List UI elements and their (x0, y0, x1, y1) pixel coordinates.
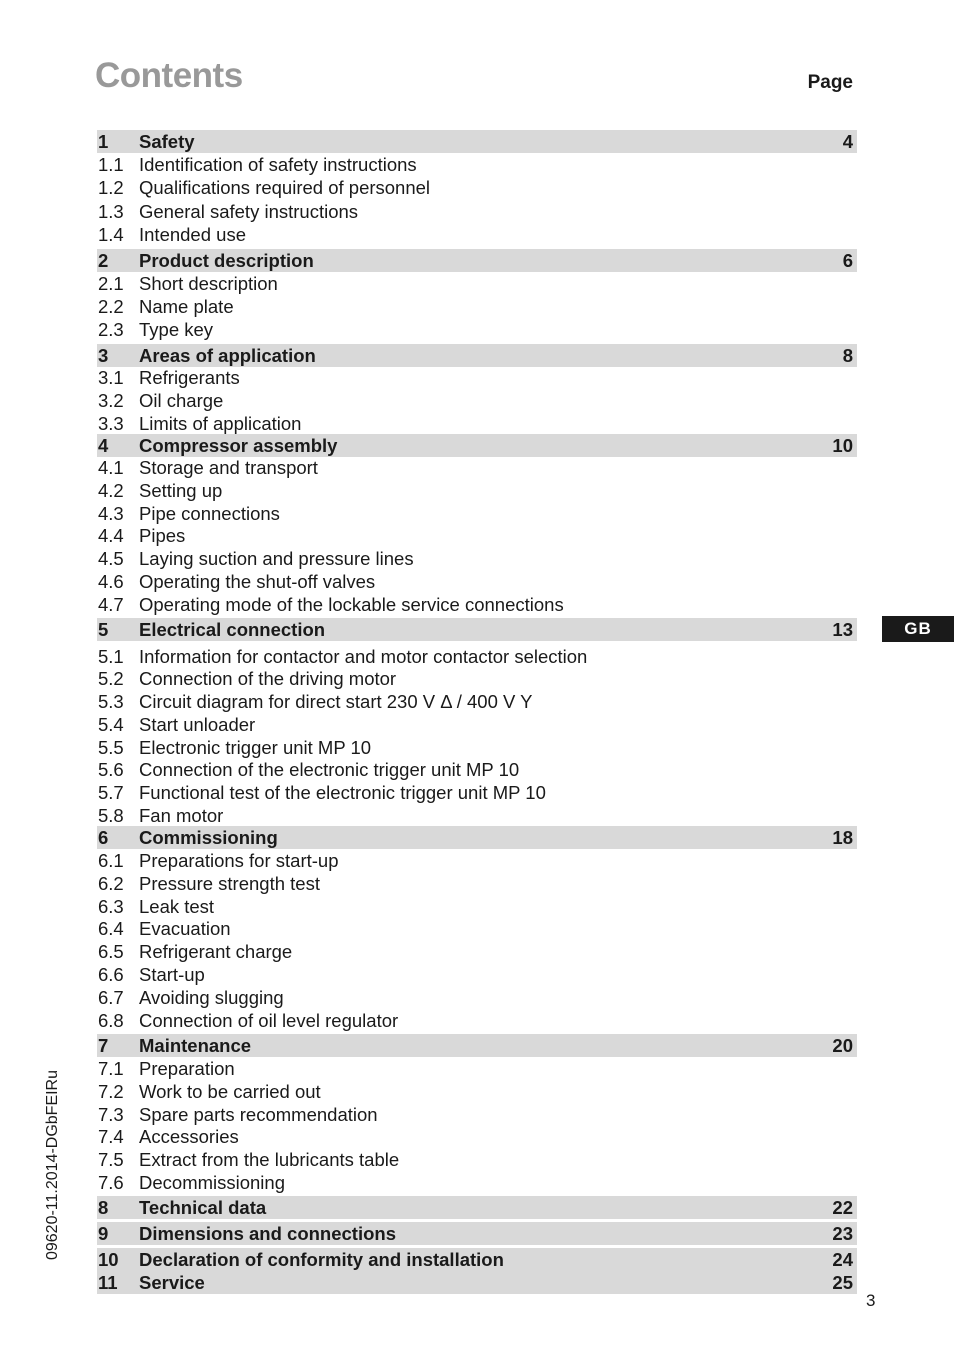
toc-label: Setting up (139, 480, 223, 501)
toc-label: Qualifications required of personnel (139, 177, 431, 198)
toc-label: Areas of application (139, 345, 316, 366)
toc-label: Pressure strength test (139, 873, 320, 894)
toc-number: 1 (98, 131, 109, 152)
toc-page-number: 10 (832, 435, 853, 456)
toc-number: 7.3 (98, 1104, 124, 1125)
toc-number: 6.1 (98, 850, 124, 871)
toc-number: 6.6 (98, 964, 124, 985)
toc-number: 3.3 (98, 413, 124, 434)
toc-page-number: 6 (842, 250, 853, 271)
toc-number: 2.1 (98, 273, 124, 294)
toc-subsection-row (97, 781, 857, 804)
toc-label: Operating the shut-off valves (139, 571, 376, 592)
toc-number: 4 (98, 435, 109, 456)
toc-number: 5.7 (98, 782, 124, 803)
toc-label: Pipe connections (139, 503, 280, 524)
toc-label: Operating mode of the lockable service connections (139, 594, 564, 615)
toc-label: Refrigerants (139, 367, 240, 388)
toc-subsection-row (97, 804, 857, 827)
toc-number: 5 (98, 619, 109, 640)
toc-subsection-row (97, 479, 857, 502)
toc-number: 5.6 (98, 759, 124, 780)
toc-label: Limits of application (139, 413, 302, 434)
toc-number: 5.2 (98, 668, 124, 689)
toc-subsection-row (97, 986, 857, 1009)
page-title: Contents (95, 56, 243, 95)
toc-label: Short description (139, 273, 278, 294)
toc-subsection-row (97, 318, 857, 341)
toc-label: Spare parts recommendation (139, 1104, 378, 1125)
toc-number: 11 (98, 1272, 118, 1293)
toc-label: Evacuation (139, 918, 231, 939)
toc-label: Name plate (139, 296, 234, 317)
toc-number: 6.8 (98, 1010, 124, 1031)
toc-number: 4.5 (98, 548, 124, 569)
toc-subsection-row (97, 295, 857, 318)
toc-number: 2.3 (98, 319, 124, 340)
toc-label: Product description (139, 250, 314, 271)
toc-subsection-row (97, 547, 857, 570)
toc-section-row (97, 826, 857, 849)
toc-subsection-row (97, 849, 857, 872)
toc-number: 5.3 (98, 691, 124, 712)
toc-section-row (97, 434, 857, 457)
toc-subsection-row (97, 895, 857, 918)
toc-section-row (97, 1271, 857, 1294)
toc-number: 1.1 (98, 154, 124, 175)
toc-number: 3.2 (98, 390, 124, 411)
toc-label: Extract from the lubricants table (139, 1149, 400, 1170)
toc-subsection-row (97, 456, 857, 479)
toc-number: 6.2 (98, 873, 124, 894)
toc-subsection-row (97, 153, 857, 176)
toc-subsection-row (97, 736, 857, 759)
toc-subsection-row (97, 872, 857, 895)
toc-label: Start-up (139, 964, 205, 985)
toc-subsection-row (97, 758, 857, 781)
toc-subsection-row (97, 917, 857, 940)
toc-label: Leak test (139, 896, 215, 917)
toc-page-number: 18 (832, 827, 853, 848)
toc-label: Laying suction and pressure lines (139, 548, 414, 569)
toc-number: 3 (98, 345, 109, 366)
toc-number: 5.8 (98, 805, 124, 826)
toc-number: 6.4 (98, 918, 124, 939)
toc-number: 6 (98, 827, 109, 848)
toc-label: Commissioning (139, 827, 278, 848)
toc-page-number: 24 (832, 1249, 853, 1270)
toc-label: Connection of the driving motor (139, 668, 397, 689)
toc-number: 2 (98, 250, 109, 271)
toc-number: 1.2 (98, 177, 124, 198)
toc-number: 6.3 (98, 896, 124, 917)
toc-label: Pipes (139, 525, 186, 546)
toc-label: Refrigerant charge (139, 941, 293, 962)
toc-number: 5.5 (98, 737, 124, 758)
toc-label: General safety instructions (139, 201, 359, 222)
toc-section-row (97, 1222, 857, 1245)
toc-number: 5.4 (98, 714, 124, 735)
toc-subsection-row (97, 223, 857, 246)
toc-subsection-row (97, 366, 857, 389)
toc-label: Service (139, 1272, 205, 1293)
toc-number: 7.5 (98, 1149, 124, 1170)
toc-label: Type key (139, 319, 214, 340)
toc-subsection-row (97, 1148, 857, 1171)
toc-number: 4.2 (98, 480, 124, 501)
page-number: 3 (866, 1291, 876, 1310)
toc-section-row (97, 1034, 857, 1057)
toc-subsection-row (97, 570, 857, 593)
toc-label: Safety (139, 131, 195, 152)
toc-number: 6.5 (98, 941, 124, 962)
toc-number: 3.1 (98, 367, 124, 388)
toc-subsection-row (97, 1057, 857, 1080)
toc-section-row (97, 249, 857, 272)
toc-subsection-row (97, 690, 857, 713)
toc-section-row (97, 130, 857, 153)
toc-label: Decommissioning (139, 1172, 285, 1193)
toc-section-row (97, 1196, 857, 1219)
document-code: 09620-11.2014-DGbFEIRu (44, 1069, 61, 1261)
toc-label: Identification of safety instructions (139, 154, 417, 175)
toc-label: Declaration of conformity and installation (139, 1249, 504, 1270)
toc-subsection-row (97, 645, 857, 668)
toc-page-number: 8 (842, 345, 853, 366)
toc-subsection-row (97, 272, 857, 295)
toc-subsection-row (97, 713, 857, 736)
toc-number: 9 (98, 1223, 109, 1244)
toc-number: 7 (98, 1035, 109, 1056)
toc-subsection-row (97, 667, 857, 690)
toc-number: 4.7 (98, 594, 124, 615)
toc-number: 10 (98, 1249, 119, 1270)
toc-number: 7.2 (98, 1081, 124, 1102)
toc-number: 4.3 (98, 503, 124, 524)
toc-subsection-row (97, 593, 857, 616)
toc-label: Oil charge (139, 390, 224, 411)
toc-number: 7.4 (98, 1126, 124, 1147)
toc-subsection-row (97, 502, 857, 525)
toc-subsection-row (97, 389, 857, 412)
toc-number: 7.1 (98, 1058, 124, 1079)
toc-subsection-row (97, 176, 857, 199)
toc-section-row (97, 344, 857, 367)
toc-label: Information for contactor and motor contactor selection (139, 646, 588, 667)
toc-label: Intended use (139, 224, 246, 245)
toc-subsection-row (97, 1080, 857, 1103)
toc-number: 6.7 (98, 987, 124, 1008)
toc-subsection-row (97, 1009, 857, 1032)
toc-number: 4.6 (98, 571, 124, 592)
toc-number: 7.6 (98, 1172, 124, 1193)
toc-label: Circuit diagram for direct start 230 V Δ / 400 V Y (139, 691, 533, 712)
toc-section-row (97, 618, 857, 641)
toc-label: Technical data (139, 1197, 267, 1218)
toc-section-row (97, 1248, 857, 1271)
toc-number: 1.3 (98, 201, 124, 222)
toc-label: Storage and transport (139, 457, 318, 478)
toc-page-number: 20 (832, 1035, 853, 1056)
toc-label: Start unloader (139, 714, 256, 735)
toc-subsection-row (97, 1171, 857, 1194)
toc-number: 8 (98, 1197, 109, 1218)
page-column-label: Page (807, 72, 853, 93)
language-tab: GB (882, 616, 954, 642)
toc-label: Work to be carried out (139, 1081, 321, 1102)
toc-label: Preparations for start-up (139, 850, 339, 871)
toc-subsection-row (97, 524, 857, 547)
toc-page-number: 22 (832, 1197, 853, 1218)
toc-label: Connection of oil level regulator (139, 1010, 399, 1031)
toc-page-number: 13 (832, 619, 853, 640)
toc-subsection-row (97, 963, 857, 986)
toc-label: Compressor assembly (139, 435, 338, 456)
toc-subsection-row (97, 1125, 857, 1148)
toc-number: 1.4 (98, 224, 124, 245)
toc-label: Dimensions and connections (139, 1223, 396, 1244)
toc-label: Electrical connection (139, 619, 326, 640)
toc-page-number: 25 (832, 1272, 853, 1293)
toc-label: Connection of the electronic trigger unit MP 10 (139, 759, 520, 780)
toc-number: 4.4 (98, 525, 124, 546)
toc-label: Functional test of the electronic trigger unit MP 10 (139, 782, 546, 803)
toc-subsection-row (97, 200, 857, 223)
toc-label: Avoiding slugging (139, 987, 284, 1008)
toc-label: Accessories (139, 1126, 239, 1147)
toc-number: 2.2 (98, 296, 124, 317)
toc-page-number: 23 (832, 1223, 853, 1244)
toc-label: Electronic trigger unit MP 10 (139, 737, 372, 758)
toc-label: Preparation (139, 1058, 235, 1079)
toc-number: 4.1 (98, 457, 124, 478)
toc-label: Maintenance (139, 1035, 252, 1056)
toc-page-number: 4 (842, 131, 853, 152)
toc-subsection-row (97, 1103, 857, 1126)
toc-subsection-row (97, 412, 857, 435)
toc-number: 5.1 (98, 646, 124, 667)
toc-label: Fan motor (139, 805, 224, 826)
toc-subsection-row (97, 940, 857, 963)
